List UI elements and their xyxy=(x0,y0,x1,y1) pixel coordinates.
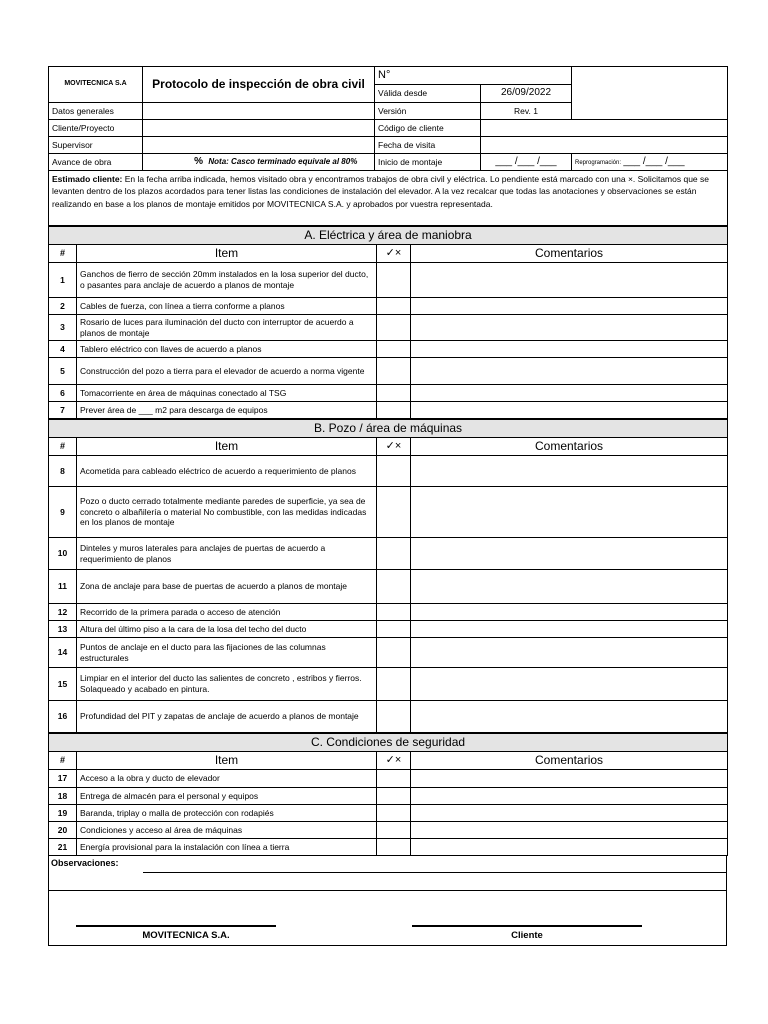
section-table xyxy=(48,733,728,856)
column-check: ✓× xyxy=(377,245,411,263)
sections-container xyxy=(48,226,727,856)
item-check-cell[interactable] xyxy=(377,638,411,668)
checklist-row xyxy=(49,538,728,570)
item-number: 2 xyxy=(49,298,77,315)
checklist-row xyxy=(49,358,728,385)
checklist-row xyxy=(49,668,728,701)
item-number: 14 xyxy=(49,638,77,668)
checklist-row xyxy=(49,770,728,788)
item-comment-cell[interactable] xyxy=(411,456,728,487)
item-number: 19 xyxy=(49,805,77,822)
column-comments: Comentarios xyxy=(411,245,728,263)
signature-line-client xyxy=(412,925,642,927)
item-description: Limpiar en el interior del ducto las salientes de concreto , estribos y fierros. Solaqueado y acabado en pintura. xyxy=(77,668,377,701)
checklist-row xyxy=(49,402,728,419)
item-number: 7 xyxy=(49,402,77,419)
progress-field[interactable] xyxy=(143,154,375,171)
item-comment-cell[interactable] xyxy=(411,638,728,668)
item-comment-cell[interactable] xyxy=(411,805,728,822)
checklist-row xyxy=(49,487,728,538)
supervisor-label: Supervisor xyxy=(49,137,143,154)
item-comment-cell[interactable] xyxy=(411,839,728,856)
progress-note: Nota: Casco terminado equivale al 80% xyxy=(208,156,358,166)
item-comment-cell[interactable] xyxy=(411,315,728,341)
column-item: Item xyxy=(77,752,377,770)
client-code-field[interactable] xyxy=(481,120,728,137)
item-comment-cell[interactable] xyxy=(411,341,728,358)
column-comments: Comentarios xyxy=(411,438,728,456)
item-check-cell[interactable] xyxy=(377,788,411,805)
checklist-row xyxy=(49,315,728,341)
item-description: Condiciones y acceso al área de máquinas xyxy=(77,822,377,839)
item-description: Profundidad del PIT y zapatas de anclaje de acuerdo a planos de montaje xyxy=(77,701,377,733)
checklist-row xyxy=(49,263,728,298)
item-number: 6 xyxy=(49,385,77,402)
item-description: Altura del último piso a la cara de la losa del techo del ducto xyxy=(77,621,377,638)
item-comment-cell[interactable] xyxy=(411,668,728,701)
checklist-row xyxy=(49,621,728,638)
item-number: 8 xyxy=(49,456,77,487)
percent-symbol: % xyxy=(194,155,203,167)
item-number: 12 xyxy=(49,604,77,621)
item-description: Construcción del pozo a tierra para el elevador de acuerdo a norma vigente xyxy=(77,358,377,385)
visit-date-field[interactable] xyxy=(481,137,728,154)
intro-paragraph xyxy=(49,171,728,226)
checklist-row xyxy=(49,788,728,805)
item-description: Pozo o ducto cerrado totalmente mediante paredes de superficie, ya sea de concreto o albañilería o material No combustible, con las medidas indicadas en los planos de montaje xyxy=(77,487,377,538)
reschedule-cell[interactable] xyxy=(572,154,728,171)
checklist-row xyxy=(49,385,728,402)
item-description: Tomacorriente en área de máquinas conectado al TSG xyxy=(77,385,377,402)
item-number: 20 xyxy=(49,822,77,839)
visit-date-label: Fecha de visita xyxy=(375,137,481,154)
item-comment-cell[interactable] xyxy=(411,788,728,805)
signature-company: MOVITECNICA S.A. xyxy=(142,930,230,941)
item-check-cell[interactable] xyxy=(377,298,411,315)
version-value: Rev. 1 xyxy=(481,103,572,120)
observations-line[interactable] xyxy=(143,872,726,873)
item-number: 16 xyxy=(49,701,77,733)
column-num: # xyxy=(49,245,77,263)
item-description: Energía provisional para la instalación con línea a tierra xyxy=(77,839,377,856)
item-comment-cell[interactable] xyxy=(411,263,728,298)
item-number: 13 xyxy=(49,621,77,638)
column-num: # xyxy=(49,752,77,770)
assembly-start-date[interactable]: ___ /___ /___ xyxy=(481,154,572,171)
checklist-row xyxy=(49,604,728,621)
item-number: 3 xyxy=(49,315,77,341)
item-check-cell[interactable] xyxy=(377,822,411,839)
item-comment-cell[interactable] xyxy=(411,770,728,788)
item-check-cell[interactable] xyxy=(377,668,411,701)
checklist-row xyxy=(49,298,728,315)
section-title: C. Condiciones de seguridad xyxy=(49,734,728,752)
reschedule-date: ___ /___ /___ xyxy=(623,155,685,167)
header-table xyxy=(48,66,728,226)
item-description: Tablero eléctrico con llaves de acuerdo a planos xyxy=(77,341,377,358)
item-check-cell[interactable] xyxy=(377,621,411,638)
item-number: 17 xyxy=(49,770,77,788)
item-comment-cell[interactable] xyxy=(411,385,728,402)
item-check-cell[interactable] xyxy=(377,456,411,487)
assembly-start-label: Inicio de montaje xyxy=(375,154,481,171)
item-number: 18 xyxy=(49,788,77,805)
item-number: 21 xyxy=(49,839,77,856)
supervisor-field[interactable] xyxy=(143,137,375,154)
item-description: Prever área de ___ m2 para descarga de equipos xyxy=(77,402,377,419)
item-description: Recorrido de la primera parada o acceso de atención xyxy=(77,604,377,621)
item-number: 4 xyxy=(49,341,77,358)
item-comment-cell[interactable] xyxy=(411,538,728,570)
form-title: Protocolo de inspección de obra civil xyxy=(143,67,375,103)
number-value-cell[interactable] xyxy=(572,67,728,120)
item-comment-cell[interactable] xyxy=(411,604,728,621)
checklist-row xyxy=(49,701,728,733)
item-check-cell[interactable] xyxy=(377,263,411,298)
checklist-row xyxy=(49,638,728,668)
valid-from-label: Válida desde xyxy=(375,85,481,103)
checklist-row xyxy=(49,805,728,822)
item-check-cell[interactable] xyxy=(377,402,411,419)
valid-from-value: 26/09/2022 xyxy=(481,85,572,103)
section-table xyxy=(48,226,728,419)
column-comments: Comentarios xyxy=(411,752,728,770)
checklist-row xyxy=(49,570,728,604)
item-check-cell[interactable] xyxy=(377,570,411,604)
footer-block xyxy=(48,856,727,946)
item-number: 11 xyxy=(49,570,77,604)
section-table xyxy=(48,419,728,733)
item-check-cell[interactable] xyxy=(377,805,411,822)
signature-line-company xyxy=(76,925,276,927)
item-check-cell[interactable] xyxy=(377,604,411,621)
observations-label: Observaciones: xyxy=(51,858,119,868)
item-check-cell[interactable] xyxy=(377,487,411,538)
item-check-cell[interactable] xyxy=(377,538,411,570)
column-check: ✓× xyxy=(377,752,411,770)
client-project-field[interactable] xyxy=(143,120,375,137)
item-number: 10 xyxy=(49,538,77,570)
item-number: 9 xyxy=(49,487,77,538)
client-project-label: Cliente/Proyecto xyxy=(49,120,143,137)
item-comment-cell[interactable] xyxy=(411,621,728,638)
item-number: 5 xyxy=(49,358,77,385)
general-data-field[interactable] xyxy=(143,103,375,120)
company-name: MOVITECNICA S.A xyxy=(49,67,143,103)
checklist-row xyxy=(49,839,728,856)
item-description: Acometida para cableado eléctrico de acuerdo a requerimiento de planos xyxy=(77,456,377,487)
item-description: Acceso a la obra y ducto de elevador xyxy=(77,770,377,788)
section-title: A. Eléctrica y área de maniobra xyxy=(49,227,728,245)
observations-line[interactable] xyxy=(49,890,726,891)
progress-label: Avance de obra xyxy=(49,154,143,171)
item-description: Entrega de almacén para el personal y equipos xyxy=(77,788,377,805)
item-comment-cell[interactable] xyxy=(411,570,728,604)
column-check: ✓× xyxy=(377,438,411,456)
client-code-label: Código de cliente xyxy=(375,120,481,137)
item-description: Cables de fuerza, con línea a tierra conforme a planos xyxy=(77,298,377,315)
item-description: Baranda, triplay o malla de protección con rodapiés xyxy=(77,805,377,822)
item-comment-cell[interactable] xyxy=(411,402,728,419)
item-check-cell[interactable] xyxy=(377,315,411,341)
intro-text: En la fecha arriba indicada, hemos visitado obra y encontramos trabajos de obra civil y eléctrica. Lo pendiente está marcado con una ×. Solicitamos que se levanten dentro de los plazos acordados para tener listas las condiciones de instalación del elevador. A la vez recalcar que todas las anotaciones y observaciones se están realizando en base a los planos de montaje emitidos por MOVITECNICA S.A. y aprobados por vuestra representada. xyxy=(52,174,709,209)
item-description: Dinteles y muros laterales para anclajes de puertas de acuerdo a requerimiento de planos xyxy=(77,538,377,570)
general-data-label: Datos generales xyxy=(49,103,143,120)
reschedule-label: Reprogramación: xyxy=(575,159,622,166)
item-check-cell[interactable] xyxy=(377,701,411,733)
item-check-cell[interactable] xyxy=(377,770,411,788)
item-description: Rosario de luces para iluminación del ducto con interruptor de acuerdo a planos de montaje xyxy=(77,315,377,341)
item-number: 15 xyxy=(49,668,77,701)
checklist-row xyxy=(49,456,728,487)
checklist-row xyxy=(49,341,728,358)
item-comment-cell[interactable] xyxy=(411,358,728,385)
item-comment-cell[interactable] xyxy=(411,822,728,839)
section-title: B. Pozo / área de máquinas xyxy=(49,420,728,438)
column-item: Item xyxy=(77,245,377,263)
column-item: Item xyxy=(77,438,377,456)
item-comment-cell[interactable] xyxy=(411,487,728,538)
item-comment-cell[interactable] xyxy=(411,701,728,733)
inspection-form xyxy=(48,66,727,946)
item-description: Zona de anclaje para base de puertas de acuerdo a planos de montaje xyxy=(77,570,377,604)
signature-client: Cliente xyxy=(511,930,543,941)
column-num: # xyxy=(49,438,77,456)
item-check-cell[interactable] xyxy=(377,839,411,856)
checklist-row xyxy=(49,822,728,839)
intro-label: Estimado cliente: xyxy=(52,174,123,184)
number-label: N° xyxy=(375,67,572,85)
item-check-cell[interactable] xyxy=(377,385,411,402)
item-comment-cell[interactable] xyxy=(411,298,728,315)
version-label: Versión xyxy=(375,103,481,120)
item-description: Puntos de anclaje en el ducto para las fijaciones de las columnas estructurales xyxy=(77,638,377,668)
item-check-cell[interactable] xyxy=(377,341,411,358)
item-description: Ganchos de fierro de sección 20mm instalados en la losa superior del ducto, o pasantes para anclaje de acuerdo a planos de montaje xyxy=(77,263,377,298)
item-number: 1 xyxy=(49,263,77,298)
item-check-cell[interactable] xyxy=(377,358,411,385)
